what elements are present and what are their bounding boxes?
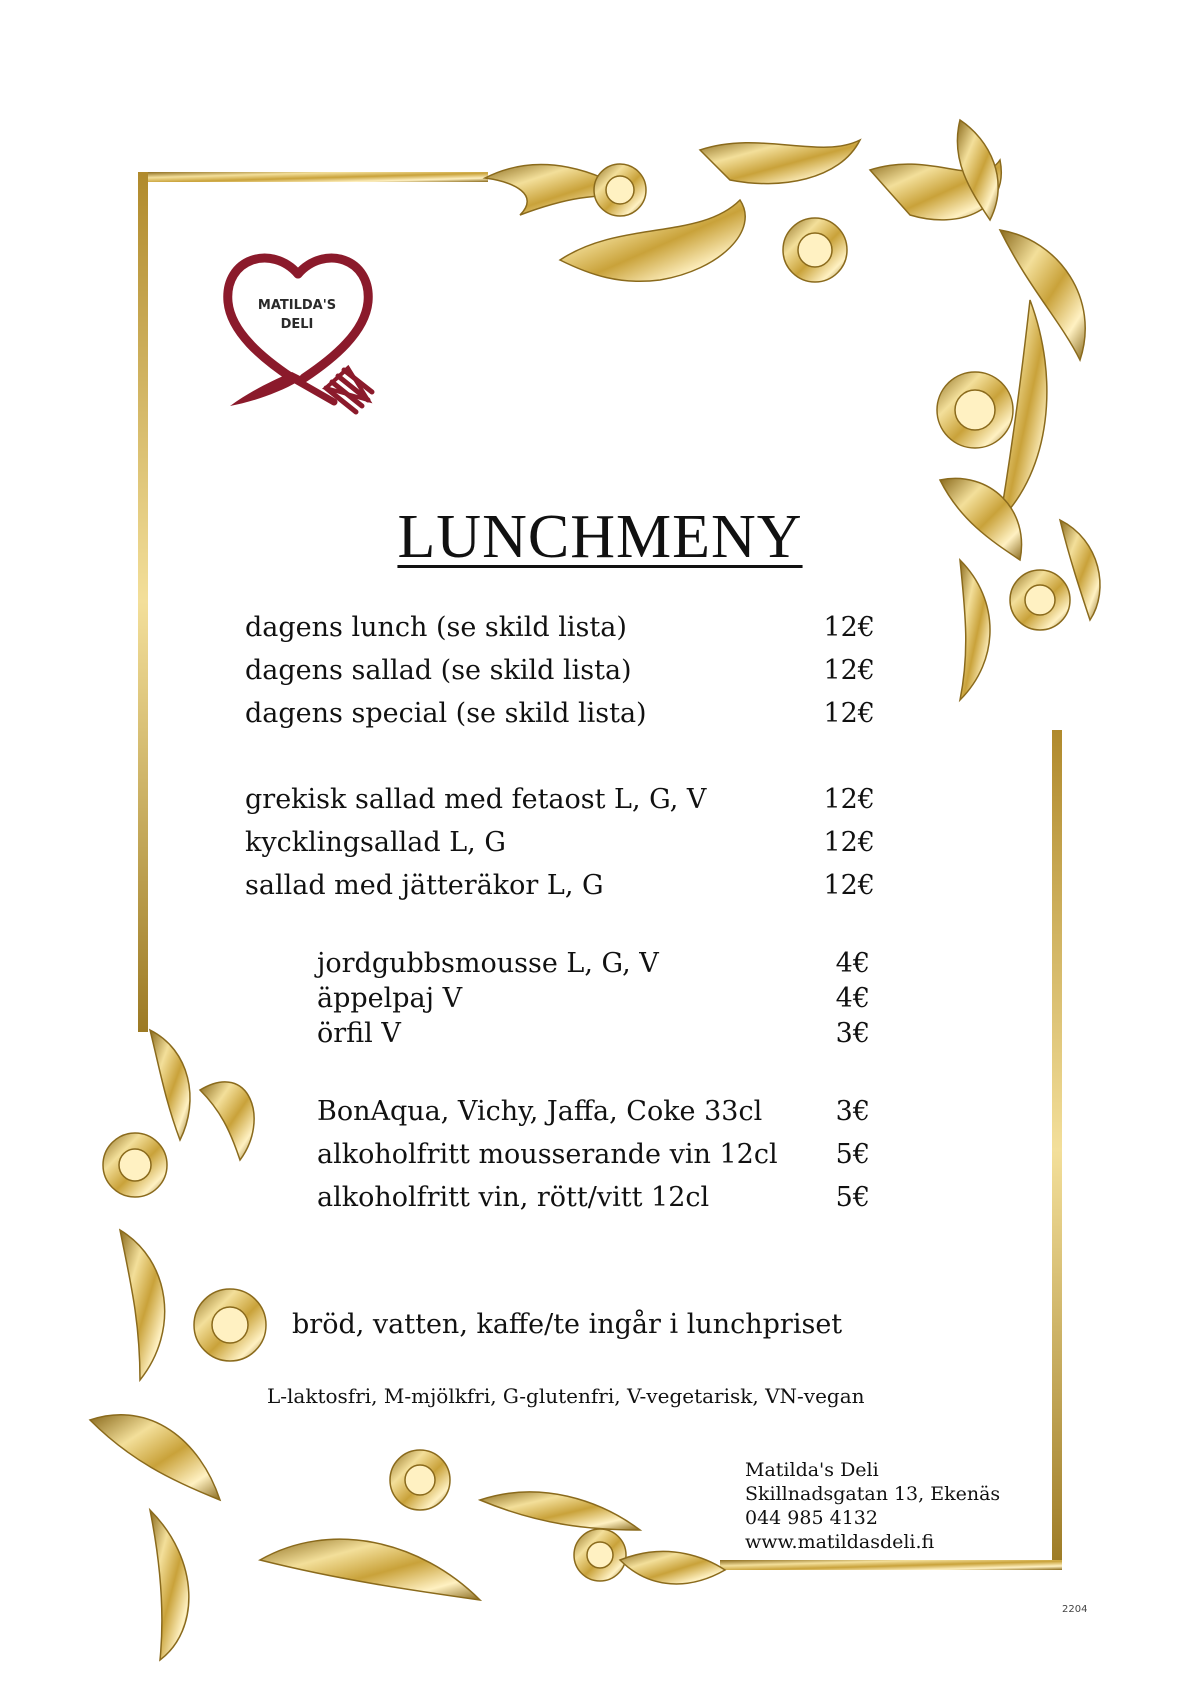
included-note: bröd, vatten, kaffe/te ingår i lunchpriset (292, 1309, 843, 1340)
menu-item-price: 4€ (835, 983, 870, 1014)
diet-legend: L-laktosfri, M-mjölkfri, G-glutenfri, V-vegetarisk, VN-vegan (267, 1384, 865, 1408)
menu-item-name: sallad med jätteräkor L, G (245, 870, 604, 901)
menu-item-name: dagens special (se skild lista) (245, 698, 647, 729)
menu-item-price: 5€ (835, 1139, 870, 1170)
menu-item-name: kycklingsallad L, G (245, 827, 506, 858)
heart-fork-knife-icon (222, 250, 412, 435)
menu-item-name: örfil V (317, 1018, 401, 1049)
menu-item-price: 12€ (823, 870, 875, 901)
menu-item-price: 5€ (835, 1182, 870, 1213)
print-code: 2204 (1062, 1604, 1088, 1615)
frame-bottom-bar (720, 1560, 1062, 1570)
menu-item-name: dagens lunch (se skild lista) (245, 612, 627, 643)
menu-item-price: 4€ (835, 948, 870, 979)
frame-left-bar (138, 172, 148, 1032)
menu-item-name: alkoholfritt mousserande vin 12cl (317, 1139, 778, 1170)
menu-item-price: 12€ (823, 827, 875, 858)
page-title: LUNCHMENY (397, 503, 803, 571)
menu-item-name: dagens sallad (se skild lista) (245, 655, 632, 686)
address-name: Matilda's Deli (745, 1459, 879, 1481)
logo-text (222, 296, 372, 334)
menu-item-name: alkoholfritt vin, rött/vitt 12cl (317, 1182, 710, 1213)
menu-item-price: 12€ (823, 655, 875, 686)
menu-item-price: 3€ (835, 1018, 870, 1049)
menu-item-name: grekisk sallad med fetaost L, G, V (245, 784, 707, 815)
frame-top-bar (138, 172, 488, 182)
logo-line-1: MATILDA'S (257, 298, 337, 313)
logo (222, 250, 412, 435)
menu-item-name: BonAqua, Vichy, Jaffa, Coke 33cl (317, 1096, 763, 1127)
menu-item-name: äppelpaj V (317, 983, 463, 1014)
address-block (745, 1458, 1000, 1554)
menu-item-price: 12€ (823, 612, 875, 643)
address-street: Skillnadsgatan 13, Ekenäs (745, 1483, 1001, 1505)
frame-right-bar (1052, 730, 1062, 1570)
menu-item-price: 3€ (835, 1096, 870, 1127)
address-phone: 044 985 4132 (745, 1507, 878, 1529)
menu-item-price: 12€ (823, 784, 875, 815)
logo-line-2: DELI (280, 317, 314, 332)
menu-item-price: 12€ (823, 698, 875, 729)
menu-item-name: jordgubbsmousse L, G, V (317, 948, 659, 979)
address-web: www.matildasdeli.fi (745, 1531, 935, 1553)
